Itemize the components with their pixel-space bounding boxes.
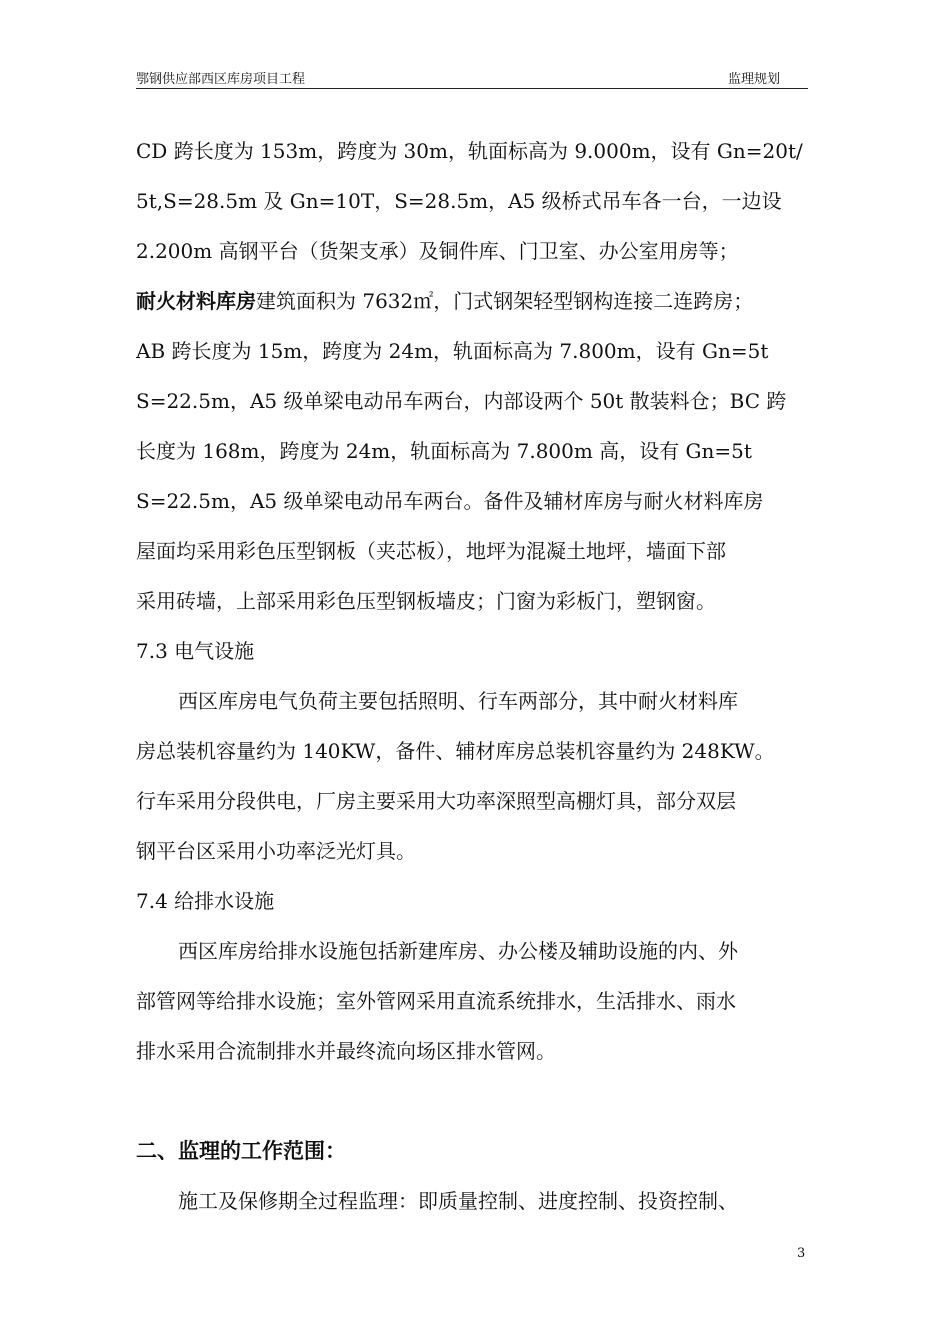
subsection-heading: 7.3 电气设施 bbox=[136, 639, 255, 663]
section-title: 二、监理的工作范围： bbox=[136, 1138, 346, 1163]
body-line: 采用砖墙，上部采用彩色压型钢板墙皮；门窗为彩板门，塑钢窗。 bbox=[136, 589, 716, 613]
body-line: 屋面均采用彩色压型钢板（夹芯板），地坪为混凝土地坪，墙面下部 bbox=[136, 539, 726, 563]
body-line: 长度为 168m，跨度为 24m，轨面标高为 7.800m 高，设有 Gn=5t bbox=[136, 439, 752, 463]
body-line: 部管网等给排水设施；室外管网采用直流系统排水，生活排水、雨水 bbox=[136, 989, 736, 1013]
page-header bbox=[136, 66, 808, 89]
body-line: 钢平台区采用小功率泛光灯具。 bbox=[136, 839, 416, 863]
subsection-heading: 7.4 给排水设施 bbox=[136, 889, 275, 913]
body-line: 西区库房给排水设施包括新建库房、办公楼及辅助设施的内、外 bbox=[178, 939, 738, 963]
body-line: 房总装机容量约为 140KW，备件、辅材库房总装机容量约为 248KW。 bbox=[136, 739, 775, 763]
body-line: 耐火材料库房建筑面积为 7632㎡，门式钢架轻型钢构连接二连跨房； bbox=[136, 289, 754, 313]
body-line: 施工及保修期全过程监理：即质量控制、进度控制、投资控制、 bbox=[178, 1189, 738, 1213]
body-line: CD 跨长度为 153m，跨度为 30m，轨面标高为 9.000m，设有 Gn=20t/ bbox=[136, 139, 803, 163]
body-line: 2.200m 高钢平台（货架支承）及铜件库、门卫室、办公室用房等； bbox=[136, 239, 739, 263]
body-line: 西区库房电气负荷主要包括照明、行车两部分，其中耐火材料库 bbox=[178, 689, 738, 713]
bold-term: 耐火材料库房 bbox=[136, 289, 256, 313]
body-line: S=22.5m，A5 级单梁电动吊车两台，内部设两个 50t 散装料仓；BC 跨 bbox=[136, 389, 787, 413]
body-line: AB 跨长度为 15m，跨度为 24m，轨面标高为 7.800m，设有 Gn=5t bbox=[136, 339, 769, 363]
spacer bbox=[136, 1076, 816, 1126]
body-line: 行车采用分段供电，厂房主要采用大功率深照型高棚灯具，部分双层 bbox=[136, 789, 736, 813]
header-doc-type: 监理规划 bbox=[727, 72, 780, 87]
body-line: 5t,S=28.5m 及 Gn=10T，S=28.5m，A5 级桥式吊车各一台，一边设 bbox=[136, 189, 782, 213]
body-line: 排水采用合流制排水并最终流向场区排水管网。 bbox=[136, 1039, 556, 1063]
header-title: 鄂钢供应部西区库房项目工程 bbox=[136, 72, 306, 87]
page-number: 3 bbox=[797, 1246, 806, 1261]
body-line: S=22.5m，A5 级单梁电动吊车两台。备件及辅材库房与耐火材料库房 bbox=[136, 489, 764, 513]
document-body bbox=[136, 126, 816, 1226]
